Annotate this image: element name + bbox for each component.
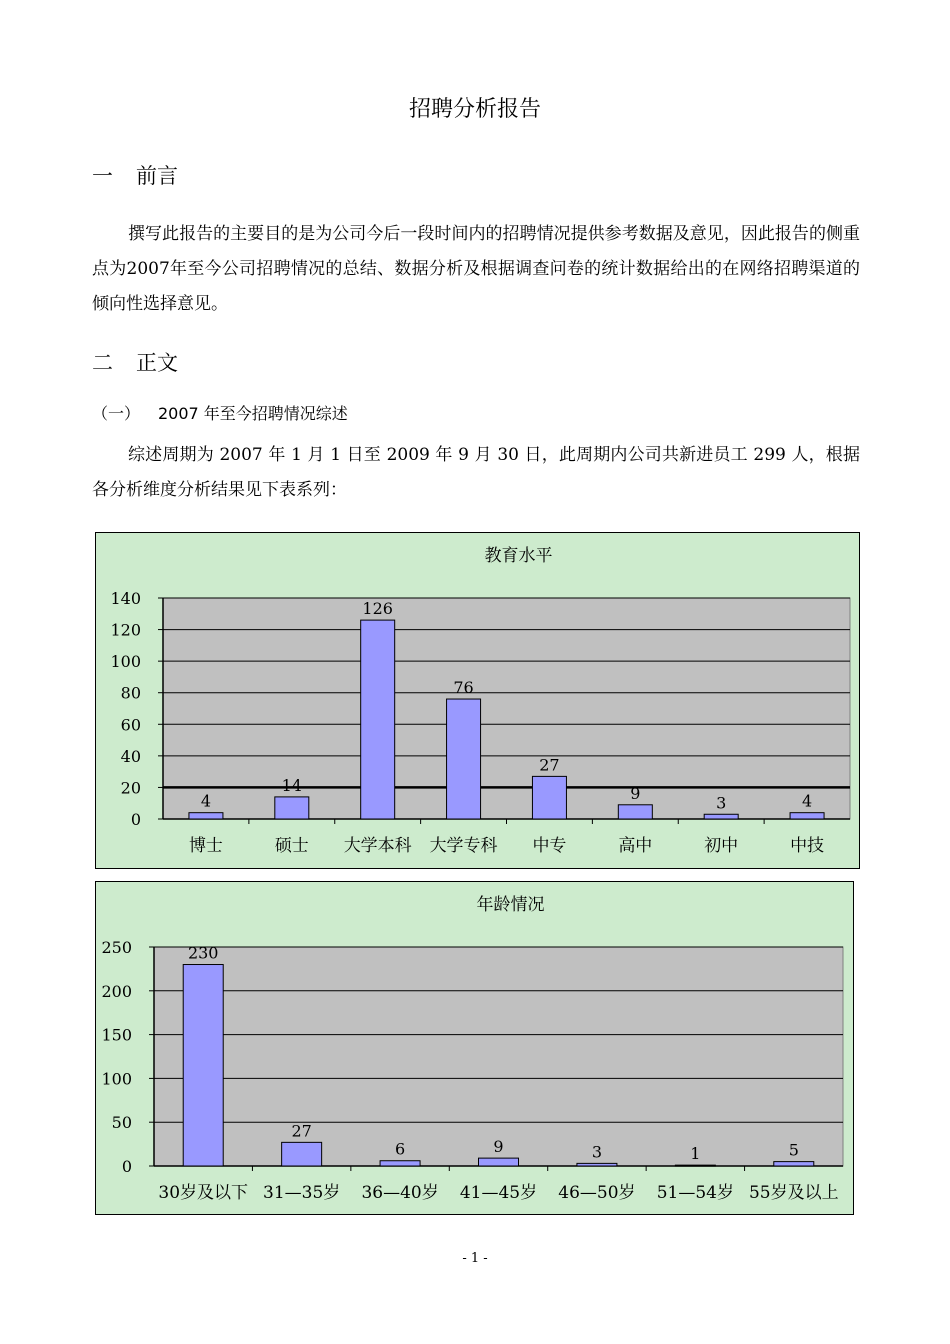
age-chart: [95, 881, 854, 1215]
data-label: 3: [591, 1142, 603, 1162]
category-label: 中技: [790, 836, 825, 856]
bar: [183, 965, 223, 1166]
section-heading-body: [92, 347, 178, 377]
category-label: 大学本科: [343, 836, 412, 856]
bar: [774, 1162, 814, 1166]
plot-area: [154, 947, 843, 1166]
y-tick-label: 40: [120, 746, 141, 766]
subsection-number: （一）: [92, 404, 141, 423]
bar: [532, 776, 566, 819]
document-title: 招聘分析报告: [408, 97, 541, 122]
y-tick-label: 150: [101, 1025, 132, 1045]
category-label: 大学专科: [429, 836, 498, 856]
y-tick-label: 250: [101, 938, 132, 957]
section-number: 二: [92, 351, 113, 375]
subsection-title: 2007 年至今招聘情况综述: [158, 404, 348, 423]
data-label: 76: [453, 678, 474, 698]
data-label: 230: [187, 943, 219, 963]
bar: [189, 813, 223, 819]
data-label: 126: [362, 599, 393, 619]
y-tick-label: 140: [110, 589, 141, 608]
y-tick-label: 100: [110, 652, 141, 672]
education-chart-svg: [96, 533, 861, 870]
category-label: 31—35岁: [263, 1183, 341, 1203]
category-label: 高中: [618, 836, 653, 856]
y-tick-label: 60: [120, 715, 141, 735]
category-label: 博士: [188, 836, 223, 856]
bar: [282, 1142, 322, 1166]
data-label: 27: [291, 1121, 312, 1141]
bar: [447, 699, 481, 819]
bar: [275, 797, 309, 819]
section-number: 一: [92, 164, 113, 188]
y-tick-label: 120: [110, 620, 141, 640]
category-label: 硕士: [274, 836, 309, 856]
bar: [675, 1165, 715, 1166]
chart-title: 年龄情况: [476, 895, 545, 915]
data-label: 14: [281, 775, 302, 795]
bar: [479, 1158, 519, 1166]
section-heading-preface: [92, 160, 178, 190]
category-label: 中专: [532, 836, 567, 856]
data-label: 4: [801, 791, 813, 811]
category-label: 初中: [704, 836, 739, 856]
category-label: 41—45岁: [459, 1183, 538, 1203]
bar: [380, 1161, 420, 1166]
page-number: - 1 -: [462, 1251, 488, 1266]
intro-paragraph: 撰写此报告的主要目的是为公司今后一段时间内的招聘情况提供参考数据及意见，因此报告的侧重点为2007年至今公司招聘情况的总结、数据分析及根据调查问卷的统计数据给出的在网络招聘渠道的倾向性选择意见。: [92, 224, 860, 314]
data-label: 6: [394, 1139, 406, 1159]
y-tick-label: 200: [101, 981, 132, 1001]
data-label: 9: [630, 783, 641, 803]
data-label: 9: [493, 1137, 504, 1157]
category-label: 55岁及以上: [748, 1183, 839, 1203]
plot-area: [163, 598, 850, 819]
category-label: 36—40岁: [361, 1183, 439, 1203]
education-chart: [95, 532, 860, 869]
bar: [790, 813, 824, 819]
y-tick-label: 100: [101, 1069, 132, 1089]
data-label: 5: [788, 1140, 799, 1160]
category-label: 30岁及以下: [158, 1183, 249, 1203]
data-label: 27: [539, 755, 560, 775]
bar: [361, 620, 395, 819]
bar: [618, 805, 652, 819]
data-label: 1: [690, 1144, 701, 1164]
data-label: 4: [200, 791, 212, 811]
section-title: 前言: [136, 164, 178, 188]
category-label: 51—54岁: [656, 1183, 734, 1203]
y-tick-label: 0: [121, 1157, 132, 1176]
y-tick-label: 0: [130, 810, 141, 829]
bar: [704, 814, 738, 819]
summary-paragraph: 综述周期为 2007 年 1 月 1 日至 2009 年 9 月 30 日，此周期内公司共新进员工 299 人，根据各分析维度分析结果见下表系列：: [92, 445, 860, 500]
age-chart-svg: [96, 882, 855, 1216]
y-tick-label: 50: [111, 1113, 132, 1133]
bar: [577, 1163, 617, 1166]
y-tick-label: 20: [120, 778, 141, 798]
subsection-heading: [92, 401, 348, 424]
y-tick-label: 80: [120, 683, 141, 703]
section-title: 正文: [136, 351, 178, 375]
category-label: 46—50岁: [558, 1183, 636, 1203]
data-label: 3: [716, 793, 727, 813]
chart-title: 教育水平: [484, 546, 553, 566]
